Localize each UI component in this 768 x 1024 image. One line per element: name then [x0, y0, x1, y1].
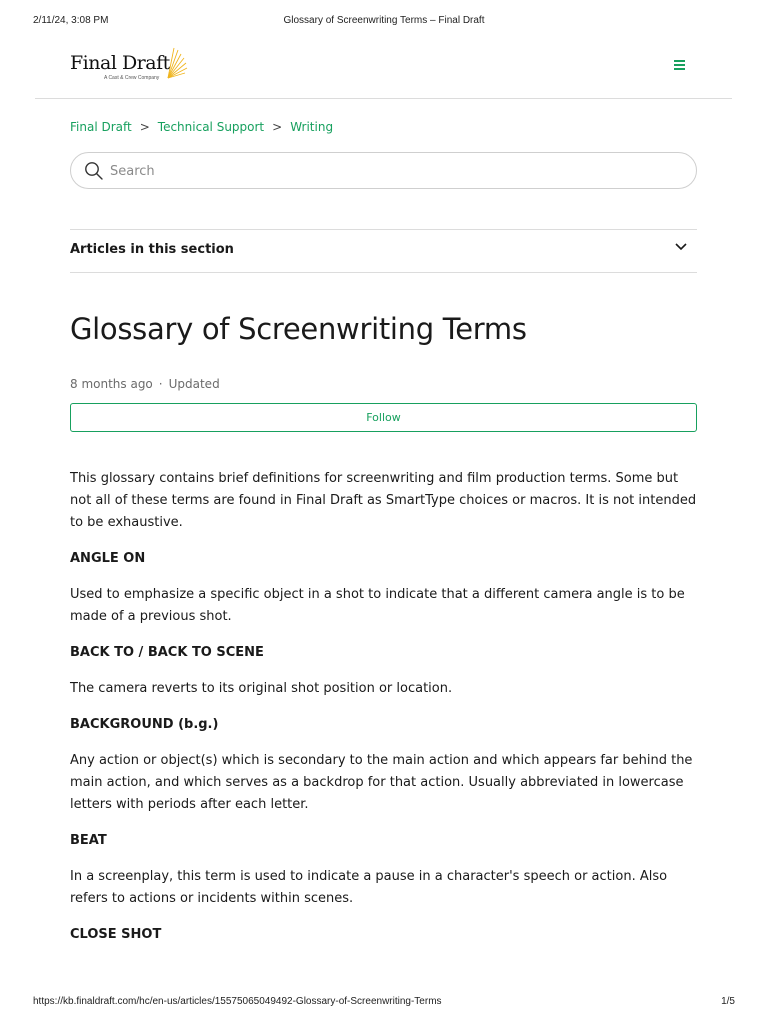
- chevron-down-icon: [675, 243, 687, 251]
- print-page-number: 1/5: [721, 996, 735, 1007]
- breadcrumb-separator: >: [139, 120, 150, 134]
- print-datetime: 2/11/24, 3:08 PM: [33, 15, 109, 26]
- articles-in-section-toggle[interactable]: [70, 229, 697, 273]
- term-definition: Any action or object(s) which is secondary to the main action and which appears far behind the main action, and which serves as a backdrop for that action. Usually abbreviated in lowercase letters with periods after each letter.: [70, 753, 693, 812]
- term-heading: ANGLE ON: [70, 551, 146, 566]
- meta-separator: ·: [158, 377, 163, 391]
- article-updated: Updated: [168, 377, 220, 391]
- search-input[interactable]: [110, 159, 670, 183]
- print-footer: [0, 996, 768, 1010]
- article-age: 8 months ago: [70, 377, 153, 391]
- site-header: [35, 44, 732, 99]
- hamburger-menu-icon[interactable]: [674, 60, 688, 74]
- term-definition: The camera reverts to its original shot position or location.: [70, 681, 453, 696]
- article-meta: [70, 377, 220, 391]
- term-heading: BACKGROUND (b.g.): [70, 717, 219, 732]
- breadcrumb-item-writing[interactable]: Writing: [290, 120, 334, 134]
- page-title: Glossary of Screenwriting Terms: [70, 312, 527, 346]
- term-heading: CLOSE SHOT: [70, 927, 162, 942]
- print-url: https://kb.finaldraft.com/hc/en-us/articles/15575065049492-Glossary-of-Screenwriting-Terms: [33, 996, 442, 1007]
- print-doc-title: Glossary of Screenwriting Terms – Final Draft: [283, 15, 485, 26]
- final-draft-logo[interactable]: [70, 46, 190, 82]
- breadcrumb-separator: >: [272, 120, 283, 134]
- article-body: [70, 468, 700, 960]
- articles-in-section-label: Articles in this section: [70, 242, 234, 257]
- term-heading: BEAT: [70, 833, 107, 848]
- article-intro: This glossary contains brief definitions for screenwriting and film production terms. Some but not all of these terms are found in Final Draft as SmartType choices or macros. It is not intended to be exhaustive.: [70, 471, 697, 530]
- term-definition: In a screenplay, this term is used to indicate a pause in a character's speech or action. Also refers to actions or incidents within scenes.: [70, 869, 668, 906]
- term-heading: BACK TO / BACK TO SCENE: [70, 645, 264, 660]
- logo-burst-icon: [166, 46, 188, 80]
- search-icon[interactable]: [84, 161, 104, 181]
- print-header: [0, 15, 768, 29]
- term-definition: Used to emphasize a specific object in a shot to indicate that a different camera angle is to be made of a previous shot.: [70, 587, 685, 624]
- breadcrumb-item-technical-support[interactable]: Technical Support: [157, 120, 265, 134]
- follow-button[interactable]: Follow: [70, 403, 697, 432]
- logo-tagline: A Cast & Crew Company: [104, 75, 160, 81]
- breadcrumb: [70, 120, 333, 134]
- logo-text: Final Draft: [70, 52, 170, 74]
- search-box: [70, 152, 697, 189]
- breadcrumb-item-final-draft[interactable]: Final Draft: [70, 120, 132, 134]
